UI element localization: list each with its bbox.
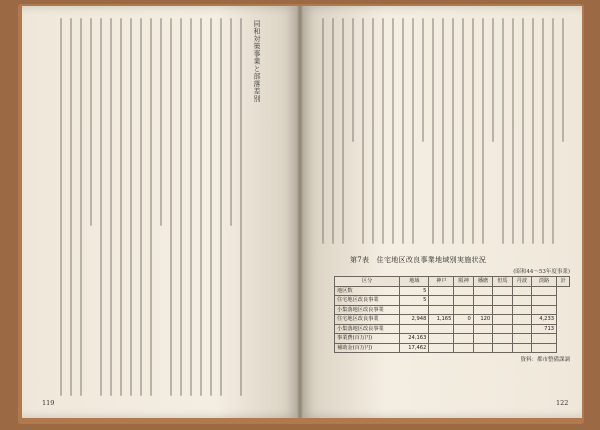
table-cell bbox=[454, 324, 473, 334]
row-label: 小集落地区改良事業 bbox=[335, 324, 400, 334]
text-column bbox=[160, 18, 162, 226]
text-column bbox=[140, 18, 142, 396]
table-cell bbox=[454, 296, 473, 306]
text-column bbox=[352, 18, 354, 142]
table-cell bbox=[512, 296, 531, 306]
table-row bbox=[335, 324, 570, 334]
text-column bbox=[230, 18, 232, 226]
table-cell bbox=[512, 334, 531, 344]
text-column bbox=[432, 18, 434, 244]
table-cell: 24,163 bbox=[400, 334, 429, 344]
table-cell: 2,948 bbox=[400, 315, 429, 325]
text-column bbox=[210, 18, 212, 396]
table-cell: 17,462 bbox=[400, 343, 429, 353]
table-cell: 5 bbox=[400, 296, 429, 306]
table-cell bbox=[512, 343, 531, 353]
table-column-header: 播磨 bbox=[473, 277, 492, 287]
text-column bbox=[422, 18, 424, 142]
text-column bbox=[472, 18, 474, 244]
table-cell bbox=[429, 324, 454, 334]
table-row bbox=[335, 296, 570, 306]
table-cell: 0 bbox=[454, 315, 473, 325]
text-column bbox=[542, 18, 544, 244]
text-column bbox=[372, 18, 374, 244]
table-cell bbox=[429, 296, 454, 306]
table-cell bbox=[454, 343, 473, 353]
table-row bbox=[335, 334, 570, 344]
text-column bbox=[392, 18, 394, 244]
text-column bbox=[412, 18, 414, 244]
book-gutter bbox=[296, 6, 304, 418]
table-cell: 5 bbox=[400, 286, 429, 296]
table-column-header: 地域 bbox=[400, 277, 429, 287]
table-cell bbox=[532, 343, 557, 353]
table-cell bbox=[454, 286, 473, 296]
table-title: 第7表 住宅地区改良事業地域別実施状況 bbox=[350, 256, 487, 264]
row-label: 事業費(百万円) bbox=[335, 334, 400, 344]
table-cell bbox=[493, 343, 512, 353]
text-column bbox=[402, 18, 404, 244]
table-column-header: 計 bbox=[557, 277, 570, 287]
table-cell bbox=[473, 305, 492, 315]
table-column-header: 淡路 bbox=[532, 277, 557, 287]
table-cell bbox=[512, 315, 531, 325]
table-cell bbox=[429, 343, 454, 353]
table-cell bbox=[493, 315, 512, 325]
left-page-number: 119 bbox=[42, 399, 55, 407]
table-header-row bbox=[335, 277, 570, 287]
text-column bbox=[80, 18, 82, 396]
row-label: 住宅地区改良事業 bbox=[335, 296, 400, 306]
table-column-header: 丹波 bbox=[512, 277, 531, 287]
table-cell: 120 bbox=[473, 315, 492, 325]
statistics-table-block bbox=[334, 255, 570, 363]
table-cell bbox=[532, 334, 557, 344]
text-column bbox=[442, 18, 444, 244]
text-column bbox=[200, 18, 202, 396]
table-cell bbox=[400, 305, 429, 315]
text-column bbox=[562, 18, 564, 142]
table-row bbox=[335, 286, 570, 296]
text-column bbox=[552, 18, 554, 244]
table-column-header: 阪神 bbox=[454, 277, 473, 287]
table-column-header: 神戸 bbox=[429, 277, 454, 287]
table-row bbox=[335, 343, 570, 353]
table-cell bbox=[429, 334, 454, 344]
text-column bbox=[522, 18, 524, 244]
right-body-text bbox=[322, 18, 572, 244]
text-column bbox=[100, 18, 102, 396]
text-column bbox=[462, 18, 464, 244]
row-label: 小集落地区改良事業 bbox=[335, 305, 400, 315]
table-cell bbox=[512, 305, 531, 315]
table-cell bbox=[400, 324, 429, 334]
text-column bbox=[482, 18, 484, 244]
text-column bbox=[502, 18, 504, 244]
table-cell bbox=[429, 286, 454, 296]
table-row bbox=[335, 305, 570, 315]
text-column bbox=[452, 18, 454, 244]
text-column bbox=[512, 18, 514, 244]
table-cell: 4,233 bbox=[532, 315, 557, 325]
table-cell bbox=[473, 343, 492, 353]
table-cell bbox=[532, 296, 557, 306]
running-head: 同和対策事業と部落差別 bbox=[253, 20, 261, 103]
table-cell: 1,165 bbox=[429, 315, 454, 325]
table-cell bbox=[473, 334, 492, 344]
text-column bbox=[190, 18, 192, 396]
table-row bbox=[335, 315, 570, 325]
text-column bbox=[382, 18, 384, 244]
text-column bbox=[60, 18, 62, 396]
text-column bbox=[322, 18, 324, 244]
text-column bbox=[180, 18, 182, 396]
text-column bbox=[120, 18, 122, 396]
table-column-header: 但馬 bbox=[493, 277, 512, 287]
table-column-header: 区分 bbox=[335, 277, 400, 287]
text-column bbox=[532, 18, 534, 244]
left-body-text bbox=[60, 18, 246, 396]
row-label: 地区数 bbox=[335, 286, 400, 296]
text-column bbox=[220, 18, 222, 396]
table-cell bbox=[454, 334, 473, 344]
text-column bbox=[170, 18, 172, 396]
row-label: 住宅地区改良事業 bbox=[335, 315, 400, 325]
row-label: 補助金(百万円) bbox=[335, 343, 400, 353]
text-column bbox=[342, 18, 344, 244]
text-column bbox=[70, 18, 72, 396]
table-cell bbox=[493, 305, 512, 315]
text-column bbox=[240, 18, 242, 396]
table-cell bbox=[473, 324, 492, 334]
text-column bbox=[130, 18, 132, 396]
table-cell bbox=[473, 286, 492, 296]
table-cell bbox=[429, 305, 454, 315]
table-note: (昭和44〜53年度事業) bbox=[513, 269, 570, 275]
text-column bbox=[90, 18, 92, 226]
table-cell bbox=[493, 324, 512, 334]
table-cell bbox=[493, 286, 512, 296]
text-column bbox=[150, 18, 152, 396]
table-cell bbox=[454, 305, 473, 315]
table-cell bbox=[532, 305, 557, 315]
table-cell bbox=[512, 324, 531, 334]
text-column bbox=[492, 18, 494, 142]
table-cell bbox=[493, 334, 512, 344]
statistics-table bbox=[334, 276, 570, 353]
text-column bbox=[362, 18, 364, 244]
table-source: 資料：都市整備課調 bbox=[520, 357, 570, 363]
text-column bbox=[332, 18, 334, 244]
table-cell bbox=[473, 296, 492, 306]
right-page-number: 122 bbox=[556, 399, 569, 407]
table-cell: 713 bbox=[532, 324, 557, 334]
table-cell bbox=[493, 296, 512, 306]
table-cell bbox=[512, 286, 531, 296]
text-column bbox=[110, 18, 112, 396]
table-cell bbox=[532, 286, 557, 296]
